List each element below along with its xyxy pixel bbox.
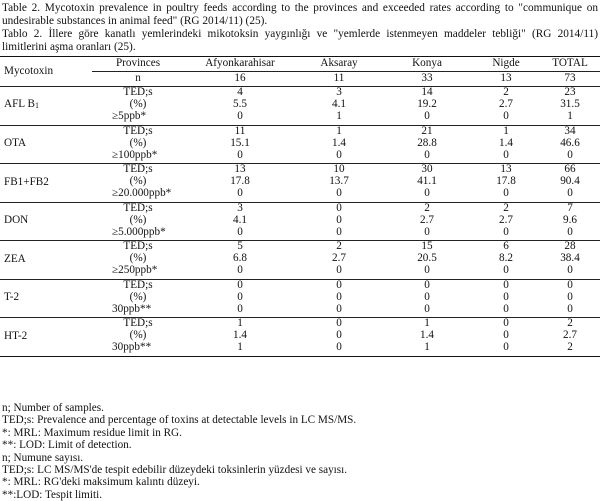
table-cell: 13	[234, 163, 246, 175]
table-cell: 6.8	[233, 252, 247, 264]
mycotoxin-name	[0, 279, 92, 318]
table-cell: 0	[184, 150, 296, 164]
table-cell: 0	[237, 290, 243, 303]
table-cell: 11	[234, 124, 246, 137]
table-cell: 9.6	[563, 213, 577, 226]
mycotoxin-header: Mycotoxin	[0, 57, 92, 87]
row-label: ≥5.000ppb*	[92, 227, 184, 241]
mycotoxin-subscript: 1	[34, 101, 39, 111]
table-cell: 1	[382, 342, 472, 356]
column-header: Afyonkarahisar	[184, 57, 296, 72]
row-label: (%)	[129, 213, 147, 226]
mycotoxin-name	[0, 125, 92, 164]
table-cell: 1	[184, 342, 296, 356]
table-cell: 0	[540, 188, 600, 202]
row-label: TED;s	[123, 201, 153, 214]
table-cell: 28.8	[417, 136, 437, 149]
table-cell: 90.4	[560, 175, 580, 187]
row-label: (%)	[129, 175, 147, 187]
table-cell: 0	[336, 290, 342, 303]
mycotoxin-label: HT-2	[4, 329, 28, 342]
table-cell: 17.8	[230, 175, 250, 187]
row-label: TED;s	[123, 240, 153, 252]
table-cell: 0	[472, 342, 540, 356]
footnote: n; Numune sayısı.	[2, 451, 84, 464]
table-cell: 7	[567, 201, 573, 214]
table-cell: 34	[564, 124, 576, 137]
table-cell: 0	[540, 304, 600, 318]
table-row	[0, 125, 600, 138]
table-cell: 0	[184, 304, 296, 318]
table-cell: 0	[336, 278, 342, 291]
table-cell: 0	[540, 150, 600, 164]
table-cell: 2.7	[563, 329, 577, 341]
table-cell: 1.4	[499, 136, 513, 149]
footnote: *: MRL: Maximum residue limit in RG.	[2, 426, 182, 439]
table-cell: 2	[424, 201, 430, 214]
row-label: 30ppb**	[92, 342, 184, 356]
table-cell: 0	[336, 329, 342, 341]
table-cell: 0	[540, 227, 600, 241]
table-cell: 0	[472, 188, 540, 202]
footnote: **: LOD: Limit of detection.	[2, 439, 132, 452]
table-cell: 13.7	[329, 175, 349, 187]
provinces-header: Provinces	[92, 57, 184, 72]
table-cell: 2	[503, 86, 509, 98]
table-footnotes	[2, 402, 598, 501]
table-cell: 38.4	[560, 252, 580, 264]
table-cell: 0	[472, 304, 540, 318]
table-cell: 66	[564, 163, 576, 175]
mycotoxin-label: ZEA	[4, 252, 26, 265]
mycotoxin-name	[0, 241, 92, 280]
mycotoxin-label: FB1+FB2	[4, 175, 49, 188]
table-cell: 2.7	[499, 98, 513, 110]
table-cell: 0	[540, 265, 600, 279]
table-row	[0, 202, 600, 215]
footnote: TED;s: LC MS/MS'de tespit edebilir düzeydeki toksinlerin yüzdesi ve sayısı.	[2, 464, 348, 477]
column-header: Nigde	[472, 57, 540, 72]
table-cell: 0	[296, 227, 382, 241]
n-value: 11	[296, 72, 382, 87]
n-label: n	[92, 72, 184, 87]
table-cell: 0	[472, 227, 540, 241]
table-cell: 0	[503, 278, 509, 291]
table-cell: 17.8	[496, 175, 516, 187]
table-cell: 15.1	[230, 136, 250, 149]
mycotoxin-label: AFL B	[4, 98, 35, 111]
table-cell: 3	[237, 201, 243, 214]
mycotoxin-label: T-2	[4, 291, 20, 304]
table-cell: 13	[500, 163, 512, 175]
footnote: *: MRL: RG'deki maksimum kalıntı düzeyi.	[2, 476, 200, 489]
table-cell: 4.1	[332, 98, 346, 110]
n-value: 13	[472, 72, 540, 87]
table-cell: 46.6	[560, 136, 580, 149]
row-label: ≥20.000ppb*	[92, 188, 184, 202]
table-cell: 0	[336, 201, 342, 214]
table-cell: 15	[421, 240, 433, 252]
table-cell: 0	[296, 342, 382, 356]
table-cell: 1.4	[420, 329, 434, 341]
column-header: TOTAL	[540, 57, 600, 72]
table-cell: 19.2	[417, 98, 437, 110]
table-cell: 0	[296, 304, 382, 318]
table-cell: 0	[184, 265, 296, 279]
n-value: 16	[184, 72, 296, 87]
table-cell: 14	[421, 86, 433, 98]
table-cell: 0	[382, 111, 472, 125]
column-header: Aksaray	[296, 57, 382, 72]
row-label: 30ppb**	[92, 304, 184, 318]
table-header-row	[0, 57, 600, 72]
table-cell: 0	[336, 317, 342, 329]
n-value: 73	[540, 72, 600, 87]
row-label: (%)	[129, 98, 147, 110]
table-cell: 0	[184, 227, 296, 241]
table-row	[0, 318, 600, 331]
mycotoxin-name	[0, 87, 92, 126]
row-label: ≥250ppb*	[92, 265, 184, 279]
mycotoxin-label: DON	[4, 214, 29, 227]
table-cell: 0	[424, 290, 430, 303]
table-cell: 2	[336, 240, 342, 252]
table-cell: 6	[503, 240, 509, 252]
table-cell: 1.4	[233, 329, 247, 341]
column-header: Konya	[382, 57, 472, 72]
table-cell: 31.5	[560, 98, 580, 110]
table-cell: 0	[567, 290, 573, 303]
table-cell: 41.1	[417, 175, 437, 187]
row-label: ≥5ppb*	[92, 111, 184, 125]
table-cell: 0	[382, 227, 472, 241]
table-cell: 8.2	[499, 252, 513, 264]
row-label: (%)	[129, 290, 147, 303]
table-cell: 1	[540, 111, 600, 125]
table-cell: 0	[382, 150, 472, 164]
mycotoxin-name	[0, 318, 92, 357]
table-cell: 0	[567, 278, 573, 291]
table-cell: 0	[237, 278, 243, 291]
n-value: 33	[382, 72, 472, 87]
table-cell: 0	[382, 188, 472, 202]
mycotoxin-name	[0, 202, 92, 241]
table-cell: 10	[333, 163, 345, 175]
row-label: ≥100ppb*	[92, 150, 184, 164]
table-row	[0, 279, 600, 292]
table-cell: 1.4	[332, 136, 346, 149]
footnote: TED;s: Prevalence and percentage of toxins at detectable levels in LC MS/MS.	[2, 414, 357, 427]
table-cell: 2	[567, 317, 573, 329]
row-label: TED;s	[123, 86, 153, 98]
table-cell: 0	[472, 150, 540, 164]
table-cell: 0	[424, 278, 430, 291]
table-cell: 0	[184, 111, 296, 125]
table-cell: 1	[237, 317, 243, 329]
table-cell: 0	[296, 150, 382, 164]
table-cell: 4	[237, 86, 243, 98]
table-cell: 0	[336, 213, 342, 226]
table-cell: 0	[296, 265, 382, 279]
mycotoxin-label: OTA	[4, 137, 27, 150]
table-cell: 2.7	[420, 213, 434, 226]
row-label: (%)	[129, 329, 147, 341]
table-caption-turkish: Tablo 2. İllere göre kanatlı yemlerindeki mikotoksin yaygınlığı ve "yemlerde istenmeyen maddeler tebliği" (RG 2014/11) limitlerini aşma oranları (25).	[2, 28, 598, 53]
table-cell: 0	[503, 317, 509, 329]
row-label: TED;s	[123, 124, 153, 137]
table-cell: 0	[472, 265, 540, 279]
row-label: (%)	[129, 136, 147, 149]
row-label: TED;s	[123, 278, 153, 291]
table-cell: 2	[503, 201, 509, 214]
table-cell: 0	[382, 265, 472, 279]
table-cell: 4.1	[233, 213, 247, 226]
table-cell: 2	[540, 342, 600, 356]
footnote: **:LOD: Tespit limiti.	[2, 488, 103, 501]
row-label: TED;s	[123, 163, 153, 175]
table-caption-english: Table 2. Mycotoxin prevalence in poultry feeds according to the provinces and exceeded rates according to "communique on undesirable substances in animal feed" (RG 2014/11) (25).	[2, 2, 598, 27]
table-cell: 5.5	[233, 98, 247, 110]
table-cell: 5	[237, 240, 243, 252]
table-cell: 28	[564, 240, 576, 252]
table-cell: 1	[503, 124, 509, 137]
mycotoxin-table	[0, 56, 600, 357]
table-cell: 0	[472, 111, 540, 125]
table-cell: 2.7	[332, 252, 346, 264]
table-cell: 0	[184, 188, 296, 202]
table-cell: 2.7	[499, 213, 513, 226]
table-cell: 23	[564, 86, 576, 98]
table-cell: 20.5	[417, 252, 437, 264]
table-cell: 30	[421, 163, 433, 175]
table-cell: 0	[503, 290, 509, 303]
table-cell: 0	[382, 304, 472, 318]
table-cell: 3	[336, 86, 342, 98]
table-cell: 1	[424, 317, 430, 329]
footnote: n; Number of samples.	[2, 402, 104, 414]
mycotoxin-name	[0, 164, 92, 203]
table-cell: 1	[296, 111, 382, 125]
row-label: TED;s	[123, 317, 153, 329]
table-cell: 0	[296, 188, 382, 202]
table-cell: 21	[421, 124, 433, 137]
table-cell: 1	[336, 124, 342, 137]
table-cell: 0	[503, 329, 509, 341]
row-label: (%)	[129, 252, 147, 264]
